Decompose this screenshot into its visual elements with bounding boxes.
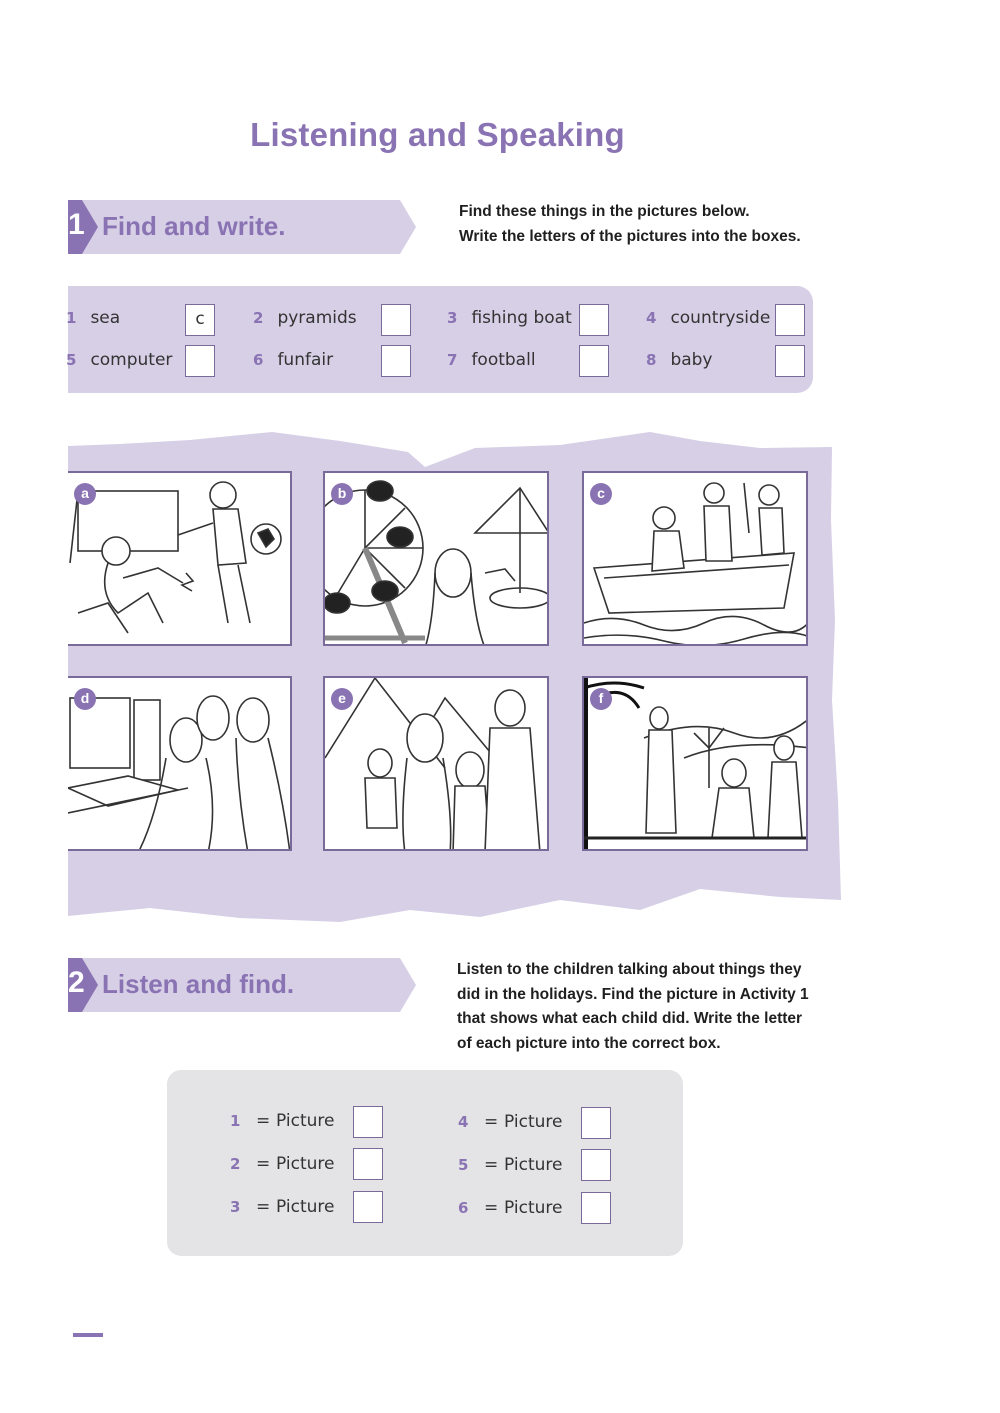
page-title: Listening and Speaking [250, 116, 625, 153]
answer-row: 1 = Picture [230, 1111, 335, 1131]
word-item: 3 fishing boat [447, 308, 572, 328]
answer-row: 2 = Picture [230, 1154, 335, 1174]
computer-scene-illustration [68, 678, 292, 851]
activity-2-banner [68, 958, 418, 1012]
activity-1-heading: Find and write. [102, 211, 286, 241]
picture-answer-box-5[interactable] [581, 1149, 611, 1181]
picture-letter: a [74, 483, 96, 505]
picture-answer-box-4[interactable] [581, 1107, 611, 1139]
picture-letter: f [590, 688, 612, 710]
picture-f [582, 676, 808, 851]
answer-box-1[interactable]: c [185, 304, 215, 336]
answer-row: 6 = Picture [458, 1198, 563, 1218]
picture-letter: c [590, 483, 612, 505]
activity-2-heading: Listen and find. [102, 969, 295, 999]
picture-answer-box-6[interactable] [581, 1192, 611, 1224]
word-item: 6 funfair [253, 350, 334, 370]
countryside-illustration [584, 678, 808, 851]
football-scene-illustration [68, 473, 292, 646]
page-footer-mark [73, 1333, 103, 1337]
picture-b [323, 471, 549, 646]
word-item: 8 baby [646, 350, 713, 370]
word-item: 4 countryside [646, 308, 771, 328]
word-item: 1 sea [66, 308, 121, 328]
picture-a [68, 471, 292, 646]
activity-2-number: 2 [68, 966, 85, 999]
picture-letter: b [331, 483, 353, 505]
answer-row: 5 = Picture [458, 1155, 563, 1175]
pyramids-family-illustration [325, 678, 549, 851]
picture-answer-box-1[interactable] [353, 1106, 383, 1138]
answer-row: 3 = Picture [230, 1197, 335, 1217]
fishing-boat-illustration [584, 473, 808, 646]
word-item: 2 pyramids [253, 308, 357, 328]
funfair-scene-illustration [325, 473, 549, 646]
word-item: 7 football [447, 350, 536, 370]
instruction-line: of each picture into the correct box. [457, 1034, 721, 1052]
answer-row: 4 = Picture [458, 1112, 563, 1132]
instruction-line: that shows what each child did. Write the letter [457, 1010, 803, 1027]
picture-answer-box-2[interactable] [353, 1148, 383, 1180]
activity-1-number: 1 [68, 208, 85, 241]
instruction-line: Listen to the children talking about things they [457, 961, 802, 978]
instruction-line: Write the letters of the pictures into the boxes. [459, 227, 801, 245]
picture-letter: e [331, 688, 353, 710]
picture-d [68, 676, 292, 851]
picture-answer-box-3[interactable] [353, 1191, 383, 1223]
activity-2-instructions [457, 958, 809, 1056]
word-item: 5 computer [66, 350, 173, 370]
picture-letter: d [74, 688, 96, 710]
instruction-line: did in the holidays. Find the picture in Activity 1 [457, 985, 809, 1003]
picture-e [323, 676, 549, 851]
picture-c [582, 471, 808, 646]
instruction-line: Find these things in the pictures below. [459, 203, 750, 220]
